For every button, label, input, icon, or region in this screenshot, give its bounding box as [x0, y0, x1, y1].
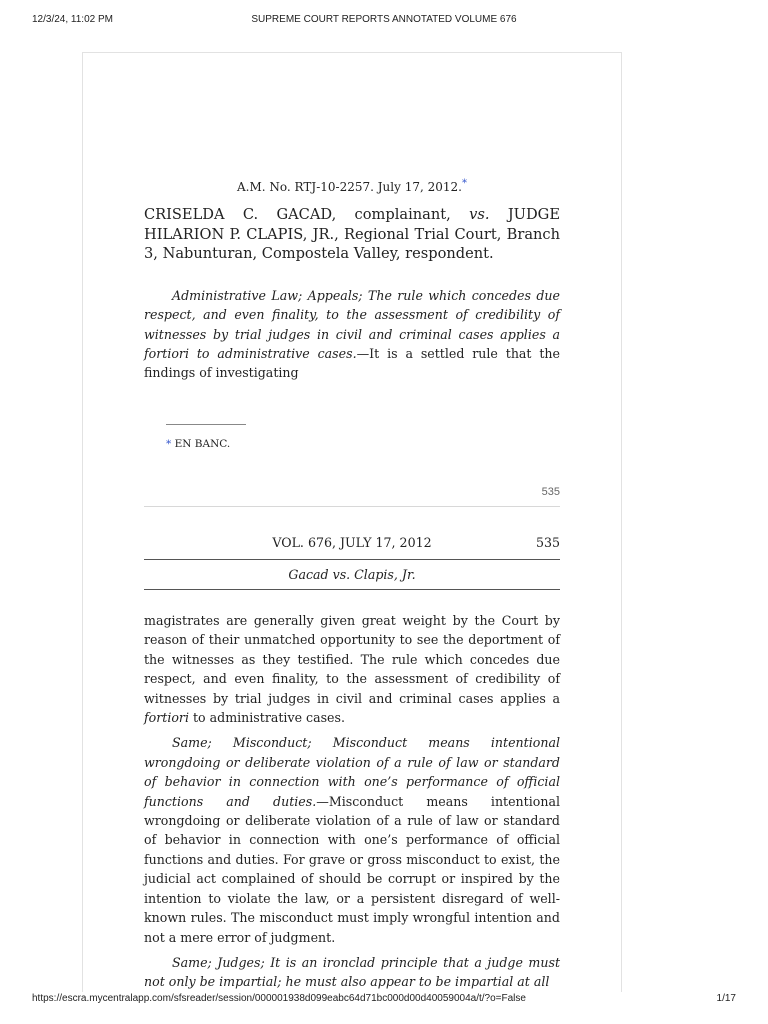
running-page-number: 535	[535, 535, 560, 550]
body-paragraph-2: Same; Misconduct; Misconduct means intentional wrongdoing or deliberate violation of a rule of law or standard of behavior in connection with one’s performance of official functions and duties.—Misconduct means intentional wrongdoing or deliberate violation of a rule of law or standard of behavior in connection with one’s performance of official functions and duties. For grave or gross misconduct to exist, the judicial act complained of should be corrupt or inspired by the intention to violate the law, or a persistent disregard of well-known rules. The misconduct must imply wrongful intention and not a mere error of judgment.	[144, 735, 560, 945]
syllabus-text: —It is a settled rule that the findings of investigating	[144, 345, 560, 381]
running-head	[144, 535, 560, 555]
footnote	[166, 438, 230, 450]
page-divider	[144, 506, 560, 507]
footnote-marker[interactable]: *	[166, 438, 172, 450]
body-paragraph-3: Same; Judges; It is an ironclad principle that a judge must not only be impartial; he must also appear to be impartial at all	[144, 954, 560, 990]
volume-date: VOL. 676, JULY 17, 2012	[272, 535, 432, 550]
print-datetime: 12/3/24, 11:02 PM	[32, 14, 113, 25]
print-header	[0, 14, 768, 30]
case-short-title: Gacad vs. Clapis, Jr.	[288, 567, 416, 582]
syllabus-paragraph	[144, 286, 560, 382]
complainant: CRISELDA C. GACAD, complainant,	[144, 206, 470, 223]
footnote-divider	[166, 424, 246, 425]
print-footer	[0, 993, 768, 1009]
footnote-text: EN BANC.	[171, 438, 231, 450]
print-page-count: 1/17	[716, 993, 736, 1004]
running-head-rule-top	[144, 559, 560, 560]
case-id-line	[144, 178, 560, 194]
body-text	[144, 611, 560, 992]
page-url: https://escra.mycentralapp.com/sfsreader/session/000001938d099eabc64d71bc000d00d40059004a/t/?o=False	[32, 993, 526, 1004]
body-paragraph-1: magistrates are generally given great weight by the Court by reason of their unmatched opportunity to see the deportment of the witnesses as they testified. The rule which concedes due respect, and even finality, to the assessment of credibility of witnesses by trial judges in civil and criminal cases applies a fortiori to administrative cases.	[144, 613, 560, 726]
page-number-marker: 535	[541, 486, 560, 498]
respondent: JUDGE HILARION P. CLAPIS, JR., Regional Trial Court, Branch 3, Nabunturan, Compostela Valley, respondent.	[144, 206, 560, 262]
footnote-ref-link[interactable]: *	[461, 178, 467, 189]
print-title: SUPREME COURT REPORTS ANNOTATED VOLUME 676	[251, 14, 517, 25]
case-parties	[144, 205, 560, 264]
case-number-date: A.M. No. RTJ-10-2257. July 17, 2012.	[237, 180, 462, 194]
running-head-rule-bottom	[144, 589, 560, 590]
syllabus-heading: Administrative Law; Appeals; The rule which concedes due respect, and even finality, to the assessment of credibility of witnesses by trial judges in civil and criminal cases applies a fortiori to administrative cases.	[144, 288, 560, 361]
versus: vs.	[469, 206, 490, 223]
